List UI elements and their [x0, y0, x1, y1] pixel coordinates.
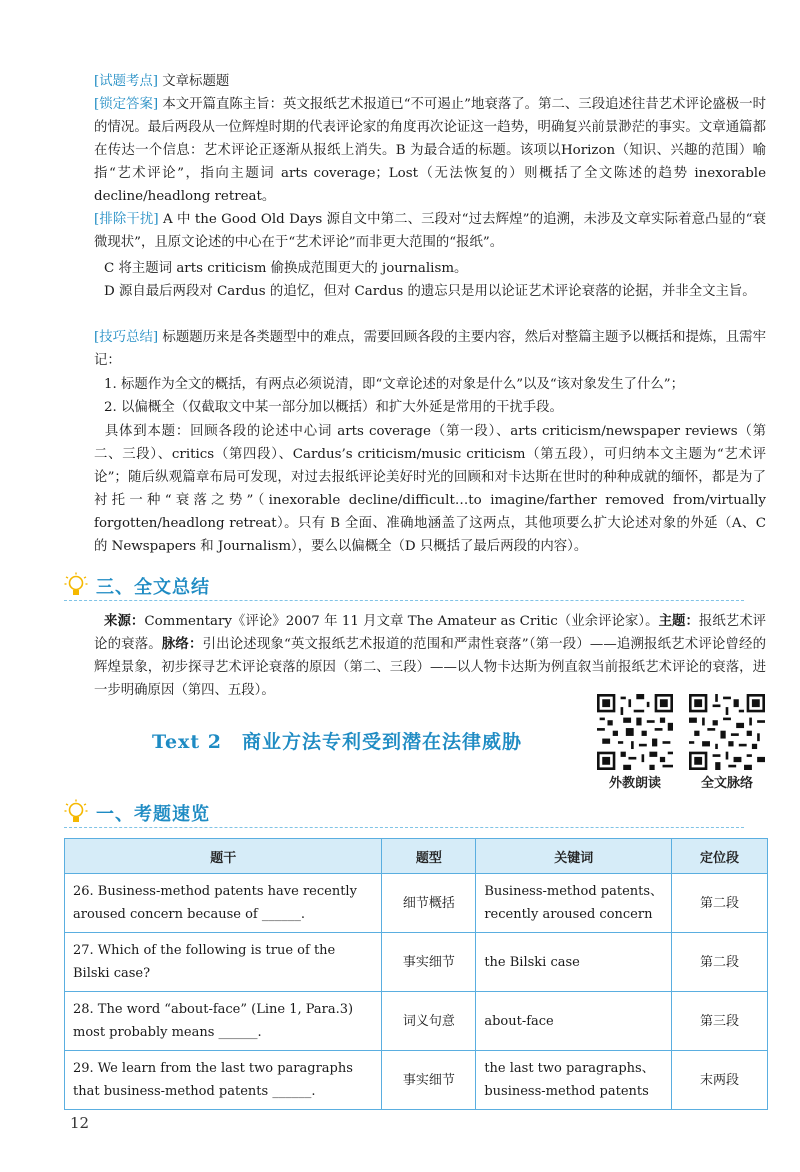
- section-overview-header: [64, 798, 210, 828]
- question-location: 第二段: [672, 933, 768, 992]
- tip-item-2: 2. 以偏概全（仅截取文中某一部分加以概括）和扩大外延是常用的干扰手段。: [104, 400, 563, 415]
- section-summary-header: [64, 571, 210, 601]
- summary-paragraph: [94, 610, 766, 702]
- specific-analysis-text: 具体到本题：回顾各段的论述中心词 arts coverage（第一段）、arts criticism/newspaper reviews（第二、三段）、critics（第四段）、Cardus’s criticism/music criticism（第五段），可归纳本文主题为“艺术评论”；随后纵观篇章布局可发现，对过去报纸评论美好时光的回顾和对卡达斯在世时的种种成就的缅怀，都是为了衬托一种“衰落之势”（inexorable decline/difficult…to imagine/farther removed from/virtually forgotten/headlong retreat）。只有 B 全面、准确地涵盖了这两点，其他项要么扩大论述对象的外延（A、C 的 Newspapers 和 Journalism），要么以偏概全（D 只概括了最后两段的内容）。: [94, 424, 766, 554]
- question-overview-table: [64, 838, 768, 1110]
- question-keywords: the last two paragraphs、business-method patents: [476, 1051, 672, 1110]
- answer-paragraph: [94, 93, 766, 208]
- qr-code-outline-icon[interactable]: [689, 694, 765, 770]
- option-c-note: C 将主题词 arts criticism 偷换成范围更大的 journalism。: [104, 261, 468, 276]
- tip-item-1: 1. 标题作为全文的概括，有两点必须说清，即“文章论述的对象是什么”以及“该对象发生了什么”；: [104, 377, 685, 392]
- question-type: 事实细节: [382, 933, 476, 992]
- qr-caption-outline: 全文脉络: [700, 776, 753, 791]
- exam-point-paragraph: [94, 70, 766, 93]
- distractor-tag: [排除干扰]: [94, 212, 159, 227]
- source-label: 来源：: [104, 613, 145, 629]
- question-type: 细节概括: [382, 874, 476, 933]
- distractor-text: A 中 the Good Old Days 源自文中第二、三段对“过去辉煌”的追溯，未涉及文章实际着意凸显的“衰微现状”，且原文论述的中心在于“艺术评论”而非更大范围的“报纸”。: [94, 212, 766, 250]
- table-row: [65, 933, 768, 992]
- table-row: [65, 992, 768, 1051]
- theme-label: 主题：: [658, 613, 699, 629]
- question-type: 词义句意: [382, 992, 476, 1051]
- question-stem: 26. Business-method patents have recently aroused concern because of ______.: [65, 874, 382, 933]
- vein-text: 引出论述现象“英文报纸艺术报道的范围和严肃性衰落”（第一段）——追溯报纸艺术评论曾经的辉煌景象，初步探寻艺术评论衰落的原因（第二、三段）——以人物卡达斯为例直叙当前报纸艺术评论的衰落，进一步明确原因（第四、五段）。: [94, 637, 766, 698]
- table-row: [65, 874, 768, 933]
- answer-text: 本文开篇直陈主旨：英文报纸艺术报道已“不可遏止”地衰落了。第二、三段追述往昔艺术评论盛极一时的情况。最后两段从一位辉煌时期的代表评论家的角度再次论证这一趋势，明确复兴前景渺茫的事实。文章通篇都在传达一个信息：艺术评论正逐渐从报纸上消失。B 为最合适的标题。该项以Horizon（知识、兴趣的范围）喻指“艺术评论”，指向主题词 arts coverage；Lost（无法恢复的）则概括了全文陈述的趋势 inexorable decline/headlong retreat。: [94, 97, 766, 204]
- lightbulb-icon: [64, 799, 88, 827]
- question-location: 第二段: [672, 874, 768, 933]
- col-header-stem: 题干: [65, 839, 382, 874]
- qr-caption-reading: 外教朗读: [608, 776, 661, 791]
- exam-point-text: 文章标题题: [158, 74, 230, 89]
- question-location: 末两段: [672, 1051, 768, 1110]
- col-header-keywords: 关键词: [476, 839, 672, 874]
- section-overview-title: 一、考题速览: [96, 804, 210, 825]
- question-keywords: Business-method patents、recently aroused concern: [476, 874, 672, 933]
- option-d-note: [94, 280, 766, 303]
- tips-paragraph: [94, 326, 766, 372]
- page-number: 12: [70, 1114, 90, 1132]
- col-header-location: 定位段: [672, 839, 768, 874]
- question-stem: 28. The word “about-face” (Line 1, Para.3) most probably means ______.: [65, 992, 382, 1051]
- question-type: 事实细节: [382, 1051, 476, 1110]
- question-keywords: the Bilski case: [476, 933, 672, 992]
- tips-text: 标题题历来是各类题型中的难点，需要回顾各段的主要内容，然后对整篇主题予以概括和提炼，且需牢记：: [94, 330, 766, 368]
- source-text: Commentary《评论》2007 年 11 月文章 The Amateur as Critic（业余评论家）。: [144, 614, 659, 629]
- section-overview-divider: [64, 827, 744, 829]
- lightbulb-icon: [64, 572, 88, 600]
- table-row: [65, 1051, 768, 1110]
- table-header-row: [65, 839, 768, 874]
- section-summary-title: 三、全文总结: [96, 577, 210, 598]
- question-keywords: about-face: [476, 992, 672, 1051]
- text2-title: Text 2 商业方法专利受到潜在法律威胁: [152, 731, 522, 753]
- col-header-type: 题型: [382, 839, 476, 874]
- qr-code-reading-icon[interactable]: [597, 694, 673, 770]
- theme-text: 报纸艺术评论的衰落。: [94, 614, 767, 652]
- option-d-text: D 源自最后两段对 Cardus 的追忆，但对 Cardus 的遗忘只是用以论证艺术评论衰落的论据，并非全文主旨。: [104, 284, 756, 299]
- answer-tag: [锁定答案]: [94, 97, 159, 112]
- section-summary-divider: [64, 600, 744, 602]
- question-stem: 29. We learn from the last two paragraphs that business-method patents ______.: [65, 1051, 382, 1110]
- question-location: 第三段: [672, 992, 768, 1051]
- question-stem: 27. Which of the following is true of the Bilski case?: [65, 933, 382, 992]
- vein-label: 脉络：: [161, 636, 203, 652]
- specific-analysis-paragraph: [94, 420, 766, 558]
- distractor-paragraph: [94, 208, 766, 254]
- tips-tag: [技巧总结]: [94, 330, 159, 345]
- exam-point-tag: [试题考点]: [94, 74, 159, 89]
